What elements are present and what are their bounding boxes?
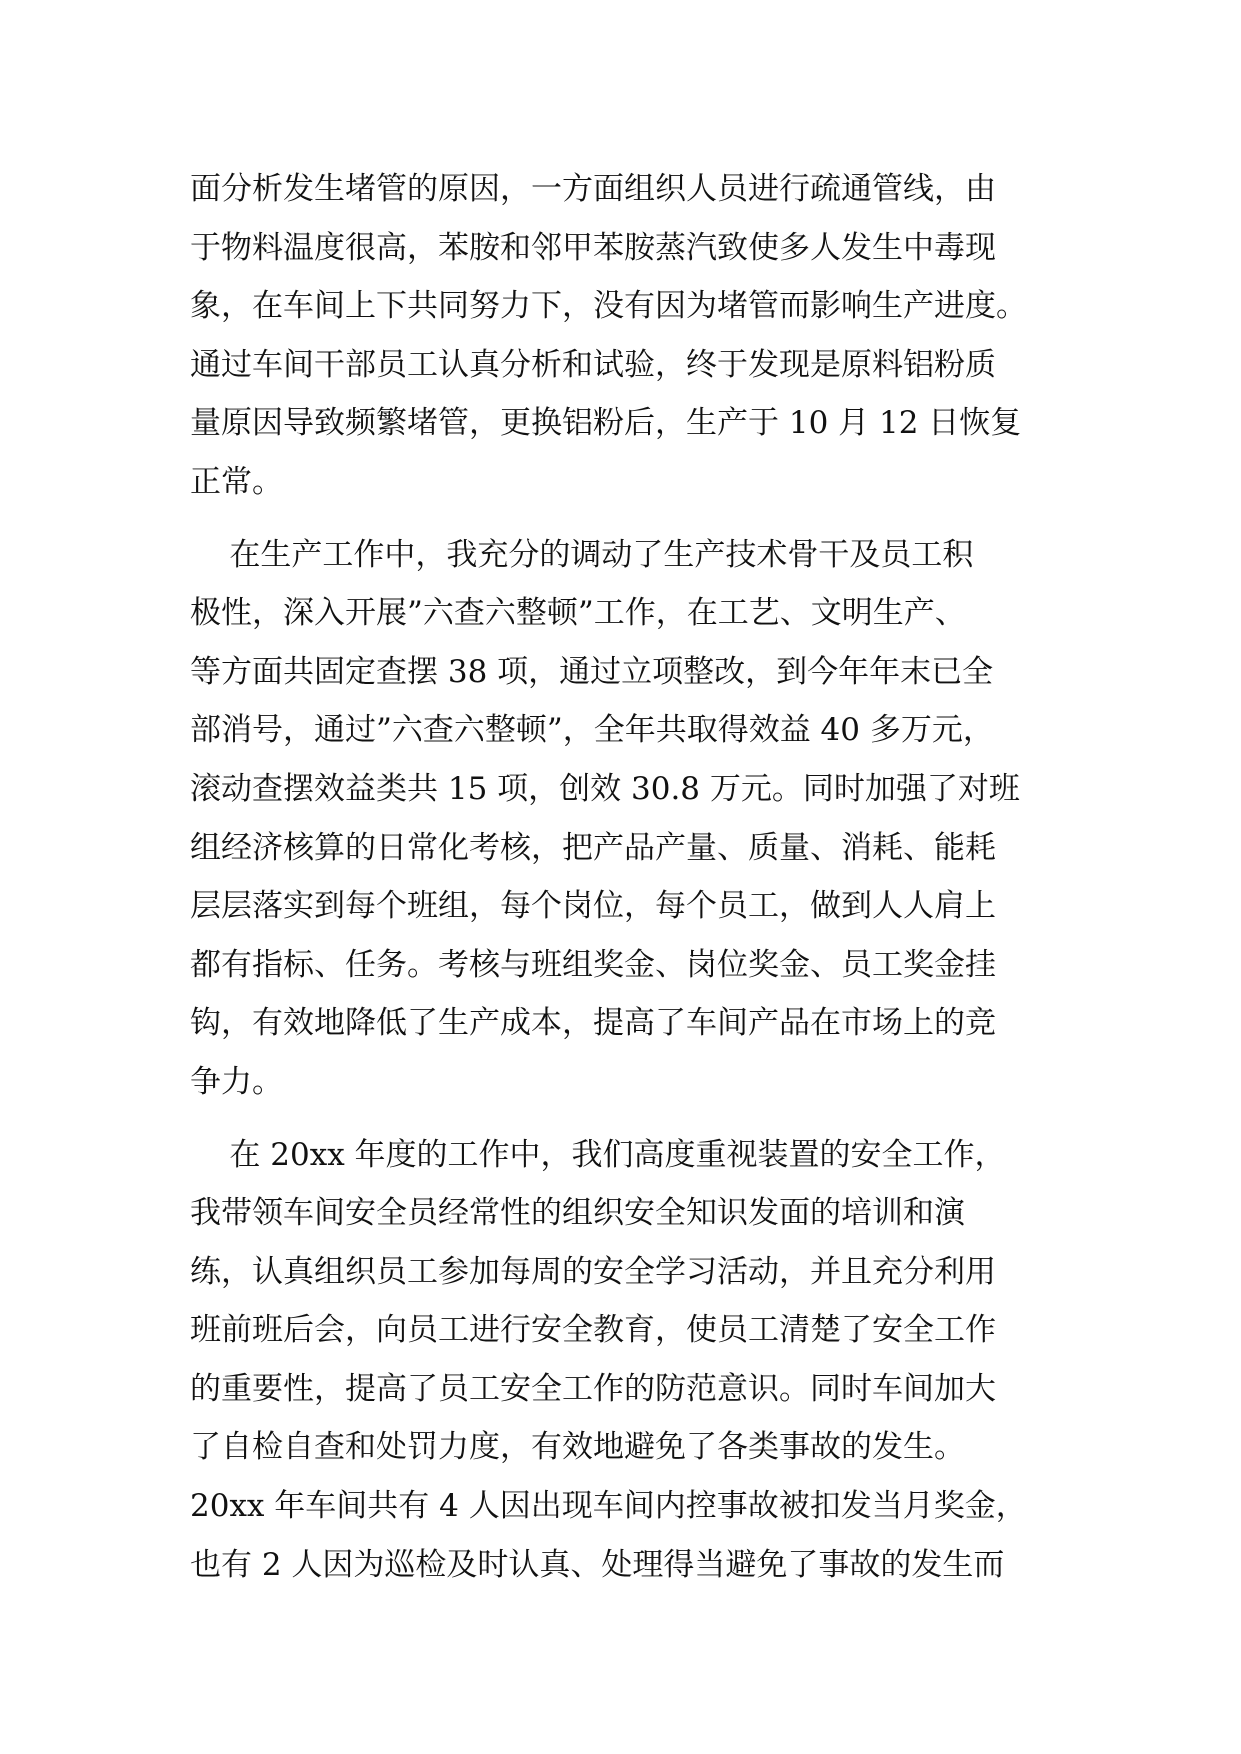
text-line: 组经济核算的日常化考核，把产品产量、质量、消耗、能耗 (190, 829, 996, 866)
text-line: 通过车间干部员工认真分析和试验，终于发现是原料铝粉质 (190, 346, 996, 383)
text-line: 钩，有效地降低了生产成本，提高了车间产品在市场上的竞 (190, 1005, 996, 1042)
text-line: 班前班后会，向员工进行安全教育，使员工清楚了安全工作 (190, 1312, 996, 1349)
text-line: 层层落实到每个班组，每个岗位，每个员工，做到人人肩上 (190, 888, 996, 925)
text-line: 在生产工作中，我充分的调动了生产技术骨干及员工积 (190, 536, 974, 573)
text-line: 20xx 年车间共有 4 人因出现车间内控事故被扣发当月奖金， (190, 1488, 1027, 1525)
text-line: 的重要性，提高了员工安全工作的防范意识。同时车间加大 (190, 1370, 996, 1407)
text-line: 也有 2 人因为巡检及时认真、处理得当避免了事故的发生而 (190, 1546, 1005, 1583)
paragraph-2 (190, 526, 1070, 1112)
paragraph-3 (190, 1126, 1070, 1595)
text-line: 都有指标、任务。考核与班组奖金、岗位奖金、员工奖金挂 (190, 946, 996, 983)
paragraph-spacer (190, 1112, 1070, 1126)
text-line: 象，在车间上下共同努力下，没有因为堵管而影响生产进度。 (190, 288, 1027, 325)
text-line: 面分析发生堵管的原因，一方面组织人员进行疏通管线，由 (190, 171, 996, 207)
text-line: 等方面共固定查摆 38 项，通过立项整改，到今年年末已全 (190, 653, 994, 690)
paragraph-1 (190, 160, 1070, 512)
text-line: 于物料温度很高，苯胺和邻甲苯胺蒸汽致使多人发生中毒现 (190, 229, 996, 266)
text-line: 量原因导致频繁堵管，更换铝粉后，生产于 10 月 12 日恢复 (190, 405, 1022, 442)
text-line: 极性，深入开展”六查六整顿”工作，在工艺、文明生产、 (190, 595, 966, 632)
text-line: 练，认真组织员工参加每周的安全学习活动，并且充分利用 (190, 1253, 996, 1290)
text-line: 滚动查摆效益类共 15 项，创效 30.8 万元。同时加强了对班 (190, 770, 1020, 807)
text-line: 部消号，通过”六查六整顿”，全年共取得效益 40 多万元， (190, 712, 994, 749)
paragraph-spacer (190, 512, 1070, 526)
text-line: 正常。 (190, 463, 283, 500)
text-line: 我带领车间安全员经常性的组织安全知识发面的培训和演 (190, 1195, 965, 1232)
text-line: 了自检自查和处罚力度，有效地避免了各类事故的发生。 (190, 1429, 965, 1466)
document-body (190, 160, 1070, 1594)
text-line: 在 20xx 年度的工作中，我们高度重视装置的安全工作， (190, 1136, 1006, 1173)
text-line: 争力。 (190, 1063, 283, 1100)
